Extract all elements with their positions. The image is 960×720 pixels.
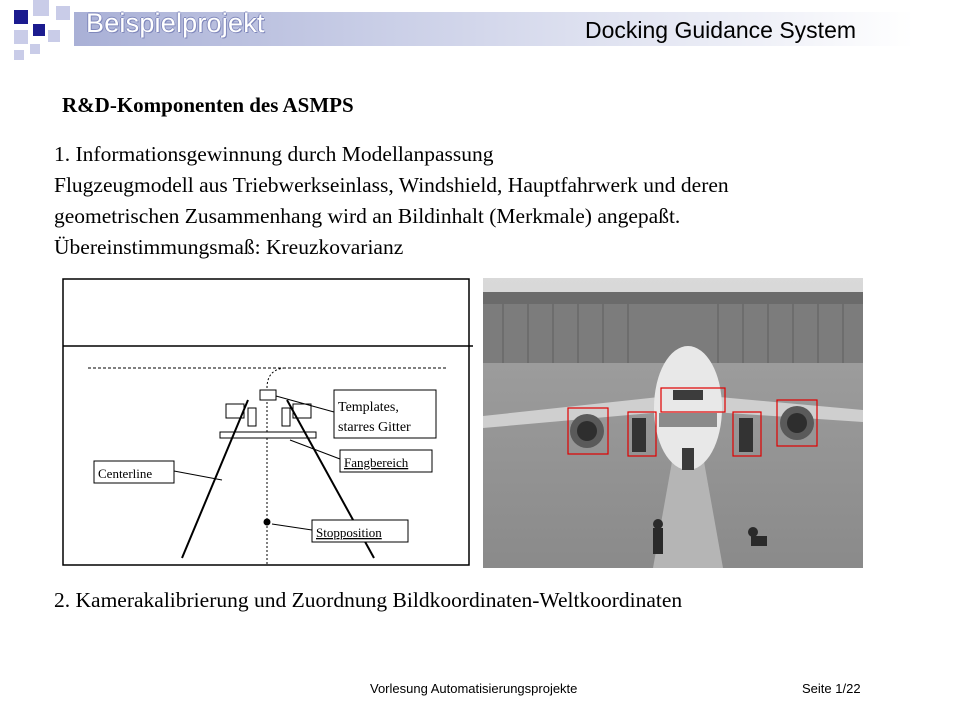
item1-line2: geometrischen Zusammenhang wird an Bildinhalt (Merkmale) angepaßt. — [54, 204, 681, 228]
item1-line1: Flugzeugmodell aus Triebwerkseinlass, Windshield, Hauptfahrwerk und deren — [54, 173, 729, 197]
template-gear-right — [282, 408, 290, 426]
person-1 — [653, 528, 663, 554]
decor-square-light-2 — [56, 6, 70, 20]
main-gear-right — [739, 418, 753, 452]
decor-square-light-4 — [48, 30, 60, 42]
label-templates-line2: starres Gitter — [338, 420, 411, 435]
label-centerline: Centerline — [98, 466, 153, 481]
decor-square-light-3 — [14, 30, 28, 44]
item1-title: 1. Informationsgewinnung durch Modellanpassung — [54, 142, 494, 166]
item2-title: 2. Kamerakalibrierung und Zuordnung Bildkoordinaten-Weltkoordinaten — [54, 588, 683, 612]
decor-square-light-5 — [14, 50, 24, 60]
docking-diagram — [62, 278, 474, 568]
section-heading: R&D-Komponenten des ASMPS — [62, 93, 354, 117]
slide-title: Beispielprojekt — [86, 8, 265, 38]
decor-square-light-6 — [30, 44, 40, 54]
nose-gear — [682, 448, 694, 470]
slide-subtitle: Docking Guidance System — [585, 17, 857, 43]
hangar-roof — [483, 292, 863, 304]
footer-page-number: Seite 1/22 — [802, 681, 861, 696]
stop-marker — [264, 519, 271, 526]
decor-square-dark-2 — [33, 24, 45, 36]
decor-square-dark-1 — [14, 10, 28, 24]
item1-line3: Übereinstimmungsmaß: Kreuzkovarianz — [54, 235, 404, 259]
cockpit-windows — [673, 390, 703, 400]
label-templates-line1: Templates, — [338, 400, 399, 415]
fuselage-stripe — [659, 413, 717, 427]
main-gear-left — [632, 418, 646, 452]
person-2 — [751, 536, 767, 546]
label-fangbereich: Fangbereich — [344, 455, 409, 470]
footer-course: Vorlesung Automatisierungsprojekte — [370, 681, 578, 696]
template-windshield — [260, 390, 276, 400]
label-stopposition: Stopposition — [316, 525, 382, 540]
template-gear-left — [248, 408, 256, 426]
aircraft-photo — [483, 278, 863, 568]
decor-square-light-1 — [33, 0, 49, 16]
